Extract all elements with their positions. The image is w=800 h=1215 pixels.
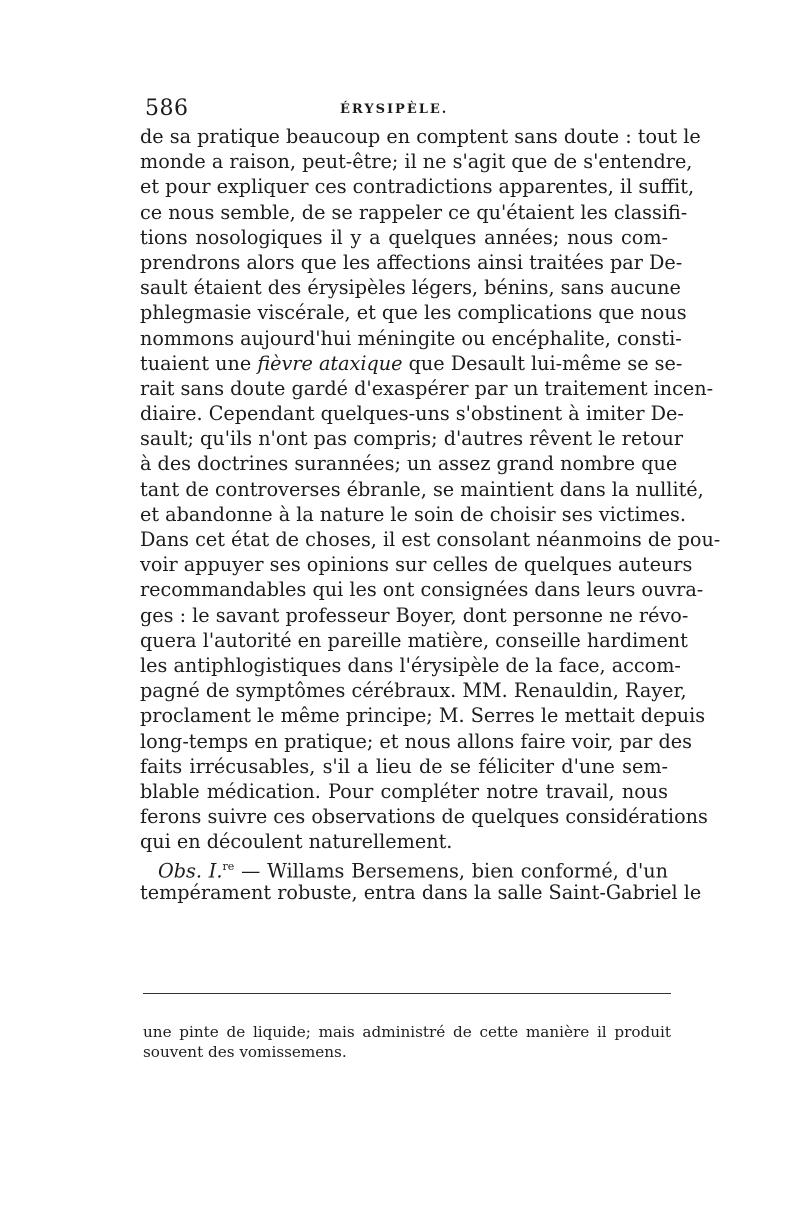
- observation-superscript: re: [222, 860, 235, 874]
- text-line: diaire. Cependant quelques-uns s'obstinent à imiter De-: [140, 402, 684, 426]
- text-line: de sa pratique beaucoup en comptent sans doute : tout le: [140, 125, 701, 148]
- text-line: monde a raison, peut-être; il ne s'agit que de s'entendre,: [140, 150, 693, 174]
- text-line: tions nosologiques il y a quelques années; nous com-: [140, 225, 668, 249]
- text-line: prendrons alors que les affections ainsi traitées par De-: [140, 250, 683, 274]
- footnote-line: une pinte de liquide; mais administré de cette manière il produit: [143, 1023, 671, 1041]
- text-line: qui en découlent naturellement.: [140, 830, 453, 854]
- text-line: long-temps en pratique; et nous allons faire voir, par des: [140, 729, 692, 753]
- line-segment: tuaient une: [140, 351, 258, 375]
- text-line: sault étaient des érysipèles légers, bénins, sans aucune: [140, 276, 681, 300]
- text-line: blable médication. Pour compléter notre travail, nous: [140, 779, 668, 803]
- text-line: ce nous semble, de se rappeler ce qu'étaient les classifi-: [140, 200, 688, 224]
- observation-label: Obs. I.: [158, 859, 223, 883]
- text-line: voir appuyer ses opinions sur celles de quelques auteurs: [140, 553, 693, 577]
- text-line: Dans cet état de choses, il est consolant néanmoins de pou-: [140, 528, 721, 551]
- text-line: recommandables qui les ont consignées dans leurs ouvra-: [140, 578, 704, 602]
- page-number: 586: [145, 96, 189, 121]
- text-line: ges : le savant professeur Boyer, dont personne ne révo-: [140, 603, 689, 627]
- text-line-italic-phrase: [140, 351, 683, 376]
- running-title: ÉRYSIPÈLE.: [340, 102, 449, 117]
- text-line: et abandonne à la nature le soin de choisir ses victimes.: [140, 502, 686, 526]
- text-line: à des doctrines surannées; un assez grand nombre que: [140, 452, 678, 476]
- text-line: quera l'autorité en pareille matière, conseille hardiment: [140, 628, 688, 652]
- text-line: phlegmasie viscérale, et que les complications que nous: [140, 301, 687, 325]
- text-line: faits irrécusables, s'il a lieu de se féliciter d'une sem-: [140, 754, 668, 778]
- body-text: [140, 124, 721, 905]
- observation-heading-line: [140, 854, 668, 883]
- italic-phrase: fièvre ataxique: [257, 351, 403, 375]
- line-segment: que Desault lui-même se se-: [402, 351, 683, 375]
- page-header: [145, 96, 665, 124]
- text-line: pagné de symptômes cérébraux. MM. Renauldin, Rayer,: [140, 679, 687, 703]
- text-line: rait sans doute gardé d'exaspérer par un traitement incen-: [140, 376, 714, 400]
- text-line: ferons suivre ces observations de quelques considérations: [140, 805, 708, 829]
- text-line: nommons aujourd'hui méningite ou encéphalite, consti-: [140, 326, 682, 350]
- footnote: [143, 1022, 671, 1062]
- text-line: sault; qu'ils n'ont pas compris; d'autres rêvent le retour: [140, 427, 684, 451]
- text-line: les antiphlogistiques dans l'érysipèle de la face, accom-: [140, 653, 681, 677]
- footnote-divider: [143, 993, 671, 994]
- text-line: tant de controverses ébranle, se maintient dans la nullité,: [140, 477, 704, 501]
- text-line: tempérament robuste, entra dans la salle Saint-Gabriel le: [140, 880, 702, 904]
- text-line: proclament le même principe; M. Serres le mettait depuis: [140, 704, 706, 728]
- footnote-line: souvent des vomissemens.: [143, 1043, 347, 1061]
- text-line: et pour expliquer ces contradictions apparentes, il suffit,: [140, 175, 695, 199]
- line-segment: — Willams Bersemens, bien conformé, d'un: [234, 859, 668, 883]
